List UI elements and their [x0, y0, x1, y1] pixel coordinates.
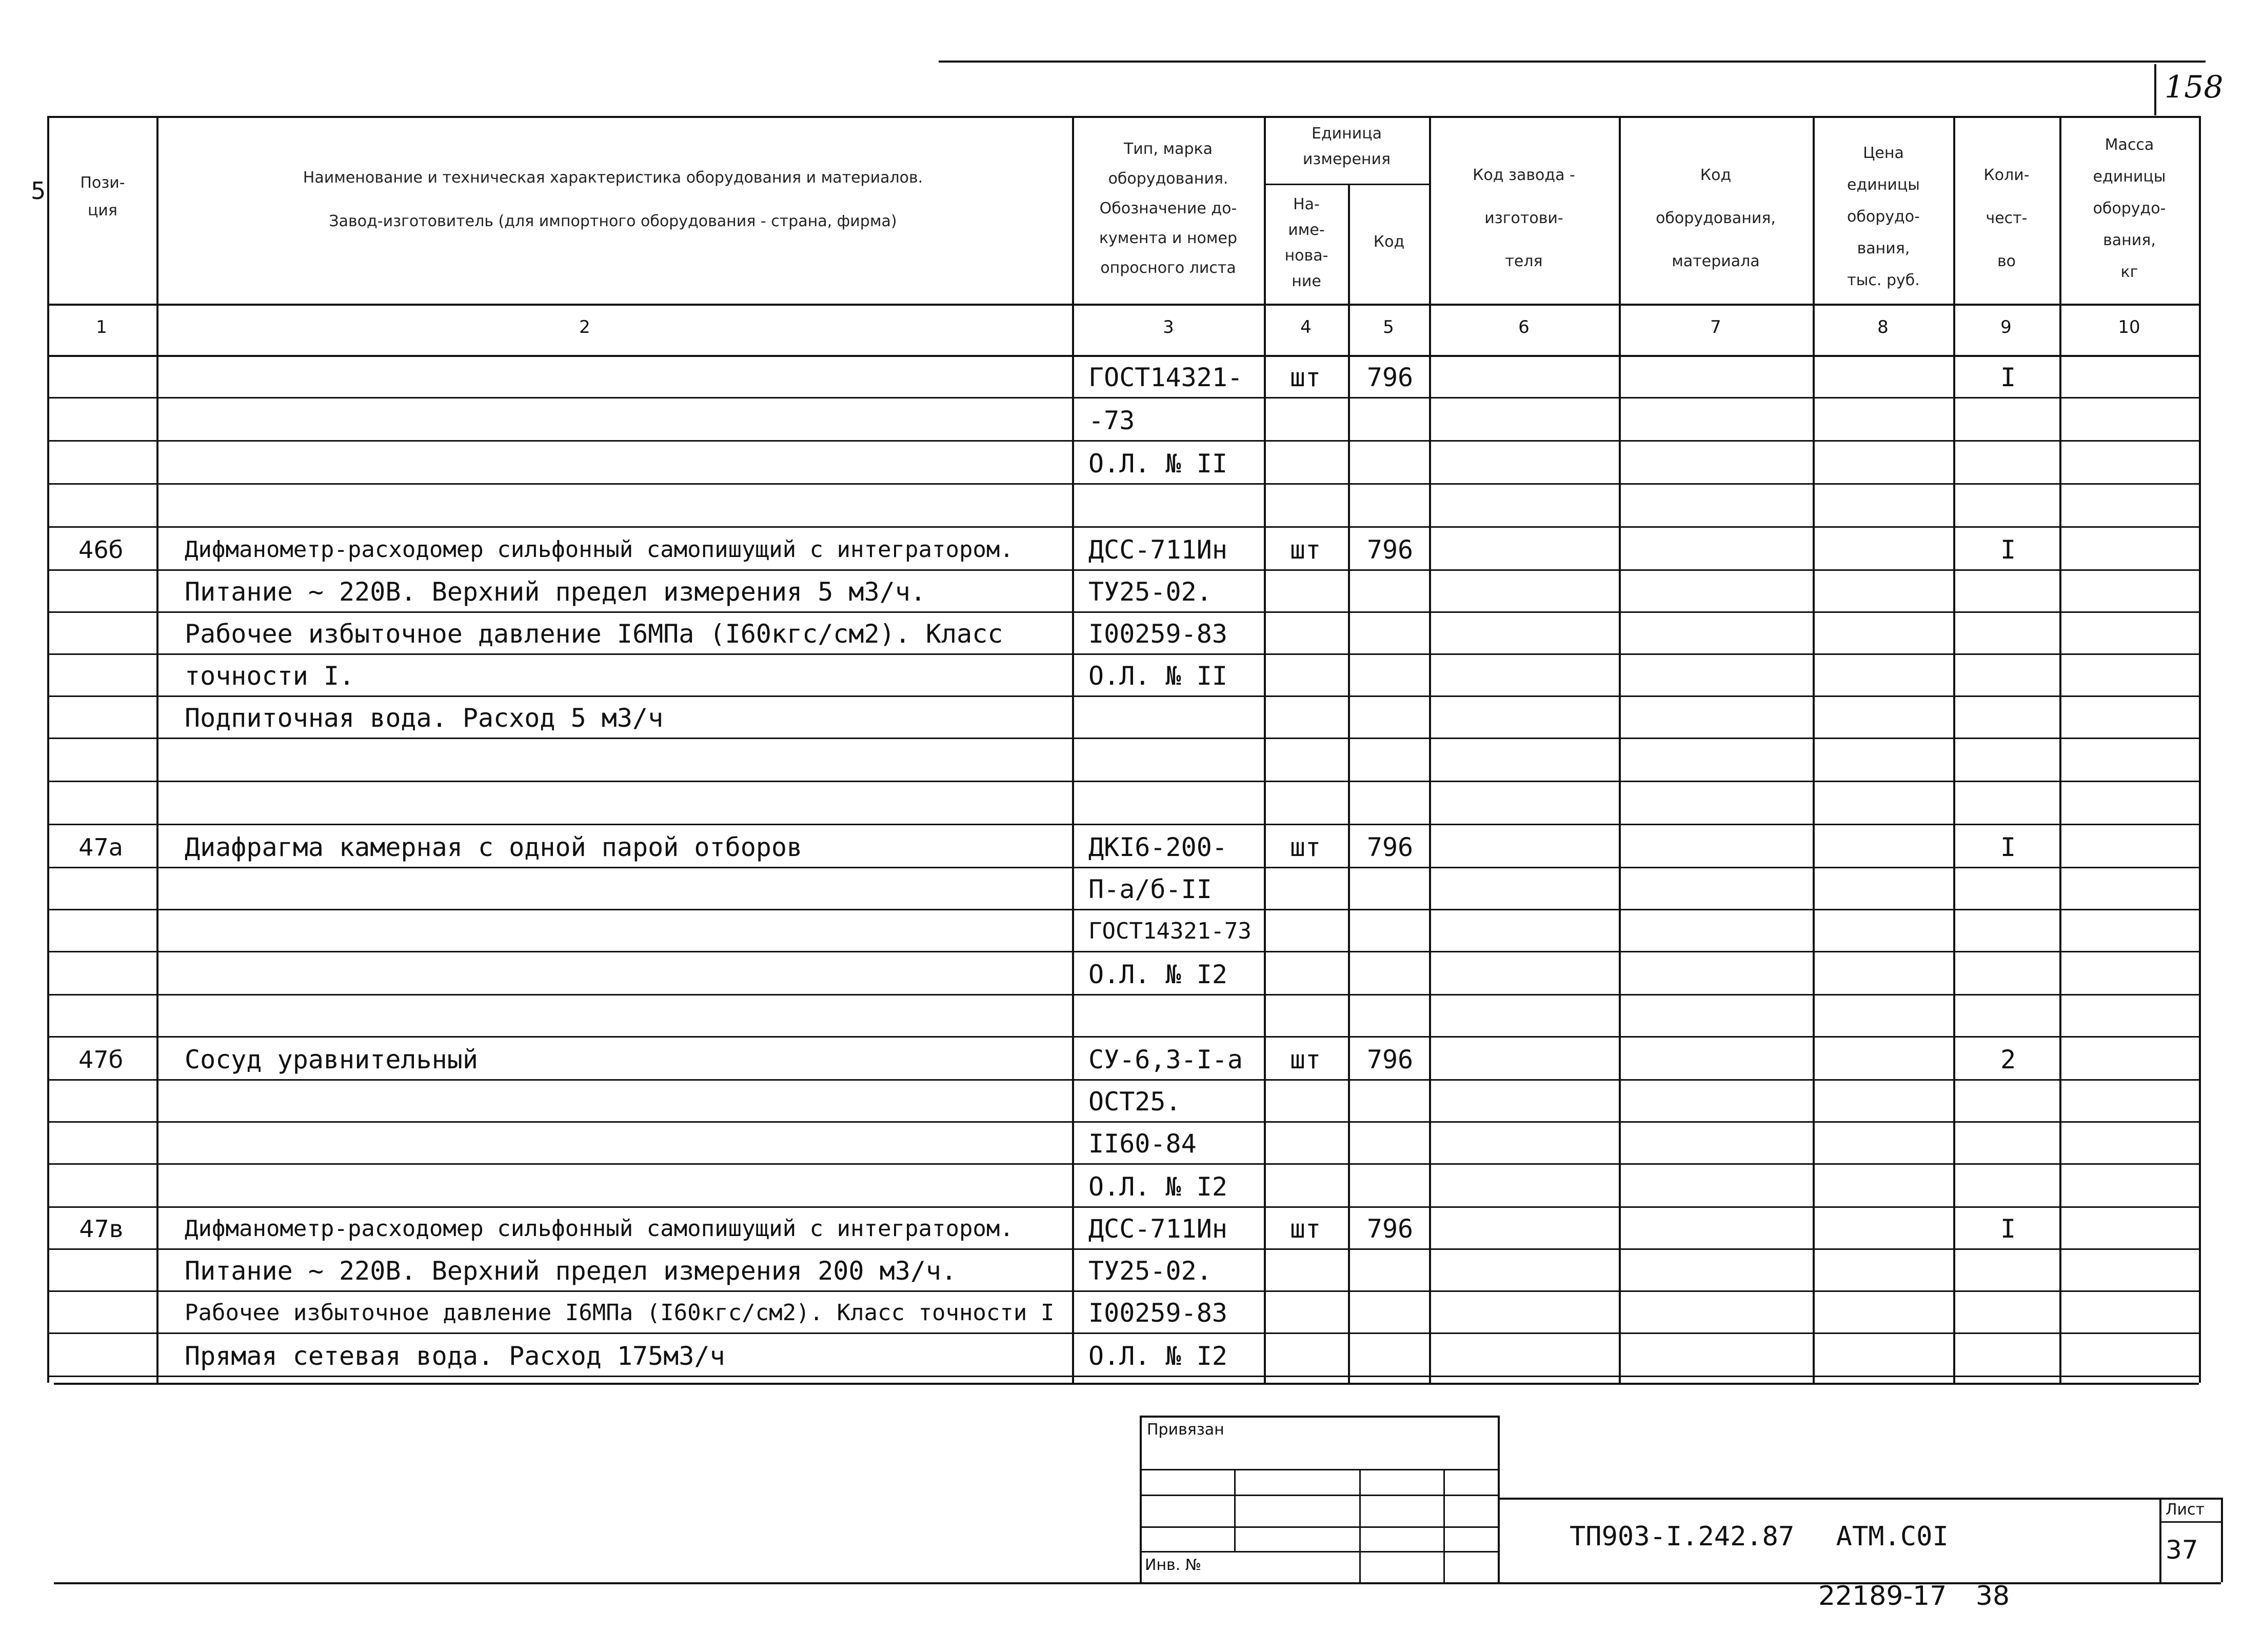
col-line-5	[1429, 116, 1431, 1383]
cell-unit: шт	[1289, 535, 1321, 565]
header-price: Цена единицы оборудо- вания, тыс. руб.	[1847, 144, 1920, 289]
cell-type: О.Л. № I2	[1088, 1341, 1227, 1371]
stamp-linked-label: Привязан	[1147, 1421, 1224, 1439]
cell-quantity: 2	[2000, 1045, 2016, 1074]
row-divider	[47, 781, 2199, 782]
cell-code: 796	[1366, 1045, 1414, 1074]
row-divider	[47, 1036, 2199, 1038]
header-unit-code: Код	[1373, 233, 1405, 251]
cell-type: СУ-6,3-I-а	[1088, 1045, 1243, 1074]
footer-archive-number: 22189-17	[1818, 1581, 1947, 1611]
cell-name: Питание ~ 220В. Верхний предел измерения 200 м3/ч.	[185, 1256, 957, 1286]
header-plant-code: Код завода - изготови- теля	[1473, 166, 1575, 270]
header-type: Тип, марка оборудования. Обозначение до- кумента и номер опросного листа	[1099, 140, 1238, 277]
stamp-col-2	[1359, 1469, 1361, 1582]
cell-quantity: I	[2000, 832, 2016, 862]
cell-name: Диафрагма камерная с одной парой отборов	[185, 832, 803, 862]
column-numbers-bottom-border	[47, 355, 2199, 357]
row-divider	[47, 1248, 2199, 1250]
cell-name: Дифманометр-расходомер сильфонный самопишущий с интегратором.	[185, 1216, 1014, 1242]
cell-type: -73	[1088, 406, 1135, 435]
column-number-3: 3	[1163, 317, 1174, 337]
column-number-9: 9	[2000, 317, 2012, 337]
row-divider	[47, 440, 2199, 442]
header-name-line2: Завод-изготовитель (для импортного оборудования - страна, фирма)	[329, 212, 897, 230]
cell-name: Прямая сетевая вода. Расход 175м3/ч	[185, 1341, 725, 1371]
header-equipment-code: Код оборудования, материала	[1656, 166, 1776, 270]
cell-unit: шт	[1289, 1045, 1321, 1074]
sheet-number: 37	[2166, 1535, 2198, 1565]
cell-name: Рабочее избыточное давление I6МПа (I60кгс/см2). Класс	[185, 619, 1003, 649]
cell-type: ГОСТ14321-	[1088, 363, 1243, 392]
cell-name: Дифманометр-расходомер сильфонный самопишущий с интегратором.	[185, 536, 1014, 563]
sheet-label: Лист	[2166, 1501, 2205, 1519]
cell-name: Сосуд уравнительный	[185, 1045, 478, 1074]
row-divider	[47, 951, 2199, 952]
row-divider	[47, 1332, 2199, 1334]
col-line-7	[1813, 116, 1815, 1383]
header-unit-group: Единица измерения	[1302, 125, 1391, 168]
cell-type: О.Л. № II	[1088, 449, 1227, 479]
col-line-1	[156, 116, 158, 1383]
header-position: Пози- ция	[80, 174, 125, 220]
cell-type: II60-84	[1088, 1129, 1197, 1159]
row-divider	[47, 1206, 2199, 1208]
row-divider	[47, 397, 2199, 399]
col-line-10	[2199, 116, 2201, 1383]
col-line-0	[47, 116, 49, 1383]
header-name-line1: Наименование и техническая характеристика оборудования и материалов.	[303, 169, 923, 187]
stamp-sheet-line	[2159, 1521, 2221, 1523]
stamp-top-line	[1140, 1416, 1498, 1418]
cell-type: ДСС-711Ин	[1088, 1214, 1227, 1244]
cell-code: 796	[1366, 832, 1414, 862]
corner-box-line	[2154, 64, 2156, 115]
row-divider	[47, 1121, 2199, 1123]
row-divider	[47, 695, 2199, 697]
stamp-left-line	[1140, 1416, 1142, 1582]
stamp-inv-label: Инв. №	[1145, 1556, 1202, 1574]
table-top-border	[47, 116, 2199, 118]
page-corner-number: 158	[2165, 69, 2224, 105]
col-line-6	[1619, 116, 1621, 1383]
column-number-5: 5	[1383, 317, 1394, 337]
header-quantity: Коли- чест- во	[1983, 166, 2030, 270]
cell-quantity: I	[2000, 1214, 2016, 1244]
row-divider	[47, 611, 2199, 613]
header-bottom-border	[47, 304, 2199, 306]
cell-name: точности I.	[185, 661, 355, 691]
cell-type: I00259-83	[1088, 619, 1227, 649]
column-number-2: 2	[579, 317, 590, 337]
cell-type: I00259-83	[1088, 1298, 1227, 1328]
cell-quantity: I	[2000, 535, 2016, 565]
cell-name: Рабочее избыточное давление I6МПа (I60кгс/см2). Класс точности I	[185, 1300, 1055, 1326]
footer-number	[1818, 1581, 2010, 1611]
cell-code: 796	[1366, 363, 1414, 392]
row-divider	[47, 526, 2199, 528]
col-line-9	[2059, 116, 2061, 1383]
cell-type: ОСТ25.	[1088, 1087, 1181, 1117]
cell-code: 796	[1366, 1214, 1414, 1244]
cell-unit: шт	[1289, 363, 1321, 392]
stamp-main-top	[1498, 1498, 2221, 1500]
top-rule	[939, 61, 2206, 63]
cell-code: 796	[1366, 535, 1414, 565]
table-bottom-border	[54, 1383, 2199, 1385]
cell-type: О.Л. № I2	[1088, 1172, 1227, 1202]
stamp-sheet-divider	[2159, 1498, 2161, 1582]
document-code	[1570, 1521, 1949, 1552]
column-number-6: 6	[1518, 317, 1530, 337]
footer-page-number: 38	[1975, 1581, 2010, 1611]
cell-position: 47б	[78, 1046, 123, 1073]
header-unit-name: На- име- нова- ние	[1284, 195, 1328, 290]
cell-name: Питание ~ 220В. Верхний предел измерения 5 м3/ч.	[185, 577, 926, 607]
cell-type: ГОСТ14321-73	[1088, 918, 1252, 944]
col-line-4	[1348, 184, 1350, 1383]
row-divider	[47, 1079, 2199, 1081]
cell-type: ДСС-711Ин	[1088, 535, 1227, 565]
header-mass: Масса единицы оборудо- вания, кг	[2093, 136, 2166, 281]
row-divider	[47, 569, 2199, 571]
cell-type: О.Л. № II	[1088, 661, 1227, 691]
cell-position: 46б	[78, 536, 123, 564]
cell-type: ДКI6-200-	[1088, 832, 1227, 862]
cell-type: ТУ25-02.	[1088, 1256, 1212, 1286]
row-divider	[47, 738, 2199, 739]
column-number-1: 1	[96, 317, 107, 337]
col-line-2	[1072, 116, 1074, 1383]
row-divider	[47, 909, 2199, 910]
row-divider	[47, 824, 2199, 825]
row-divider	[47, 867, 2199, 868]
row-divider	[47, 483, 2199, 485]
cell-quantity: I	[2000, 363, 2016, 392]
column-number-10: 10	[2118, 317, 2140, 337]
page-right-border	[2221, 1498, 2223, 1582]
row-divider	[47, 1376, 2199, 1377]
cell-type: О.Л. № I2	[1088, 960, 1227, 989]
cell-unit: шт	[1289, 832, 1321, 862]
cell-position: 47а	[78, 833, 123, 861]
cell-name: Подпиточная вода. Расход 5 м3/ч	[185, 703, 664, 733]
cell-type: П-а/б-II	[1088, 874, 1212, 904]
margin-mark: 5	[31, 177, 46, 205]
row-divider	[47, 994, 2199, 996]
stamp-col-3	[1443, 1469, 1445, 1582]
column-number-4: 4	[1300, 317, 1312, 337]
column-number-7: 7	[1710, 317, 1721, 337]
row-divider	[47, 1163, 2199, 1165]
unit-group-divider	[1264, 184, 1429, 185]
col-line-3	[1264, 116, 1266, 1383]
document-code-suffix: АТМ.С0I	[1836, 1521, 1949, 1552]
row-divider	[47, 653, 2199, 655]
cell-type: ТУ25-02.	[1088, 577, 1212, 607]
cell-position: 47в	[79, 1215, 123, 1243]
col-line-8	[1953, 116, 1955, 1383]
column-number-8: 8	[1877, 317, 1889, 337]
document-code-main: ТП903-I.242.87	[1570, 1521, 1795, 1552]
cell-unit: шт	[1289, 1214, 1321, 1244]
row-divider	[47, 1290, 2199, 1292]
stamp-col-1	[1234, 1469, 1236, 1551]
